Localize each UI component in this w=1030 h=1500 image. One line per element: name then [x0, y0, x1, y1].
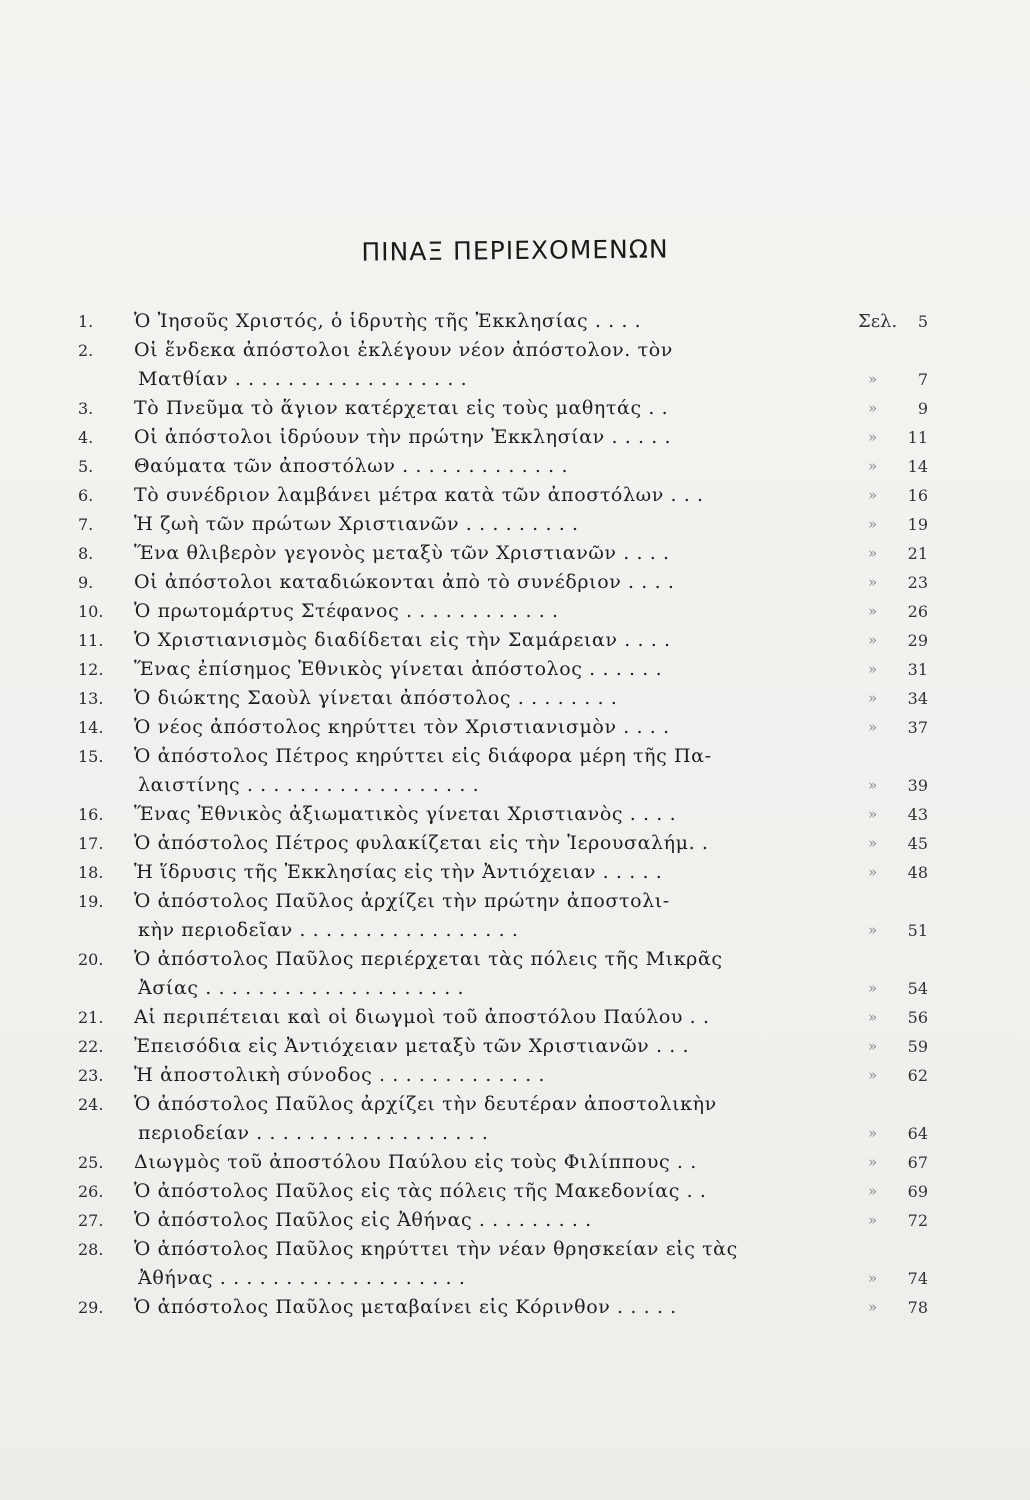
ditto-mark: »	[868, 428, 878, 446]
page-number: 51	[907, 921, 928, 940]
toc-line	[78, 655, 938, 684]
entry-title: λαιστίνης . . . . . . . . . . . . . . . . . .	[138, 774, 480, 796]
entry-title: Διωγμὸς τοῦ ἀποστόλου Παύλου εἰς τοὺς Φιλίππους . .	[134, 1151, 697, 1173]
entry-title: Οἱ ἕνδεκα ἀπόστολοι ἐκλέγουν νέον ἀπόστολον. τὸν	[134, 339, 673, 361]
toc-line	[78, 510, 938, 539]
entry-title: Ἡ ζωὴ τῶν πρώτων Χριστιανῶν . . . . . . . . .	[134, 513, 579, 535]
entry-number: 24.	[78, 1095, 104, 1114]
entry-title: Ἀθήνας . . . . . . . . . . . . . . . . . . .	[138, 1267, 466, 1289]
entry-number: 10.	[78, 602, 104, 621]
ditto-mark: »	[868, 921, 878, 939]
entry-title: Ματθίαν . . . . . . . . . . . . . . . . . .	[138, 368, 468, 390]
page-number: 39	[907, 776, 928, 795]
entry-title: Ὁ Ἰησοῦς Χριστός, ὁ ἱδρυτὴς τῆς Ἐκκλησίας . . . .	[134, 310, 642, 332]
entry-number: 7.	[78, 515, 94, 534]
entry-title: Ἕνας Ἐθνικὸς ἀξιωματικὸς γίνεται Χριστιανὸς . . . .	[134, 803, 677, 825]
entry-title: Τὸ συνέδριον λαμβάνει μέτρα κατὰ τῶν ἀποστόλων . . .	[134, 484, 704, 506]
toc-line	[78, 1206, 938, 1235]
entry-title: Ὁ ἀπόστολος Πέτρος φυλακίζεται εἰς τὴν Ἱερουσαλήμ. .	[134, 832, 709, 854]
page-title: ΠΙΝΑΞ ΠΕΡΙΕΧΟΜΕΝΩΝ	[361, 234, 669, 267]
page-number: 67	[907, 1153, 928, 1172]
toc-line	[78, 800, 938, 829]
entry-title: Ὁ ἀπόστολος Παῦλος εἰς τὰς πόλεις τῆς Μακεδονίας . .	[134, 1180, 707, 1202]
entry-number: 19.	[78, 892, 104, 911]
ditto-mark: »	[868, 544, 878, 562]
page-number: 59	[907, 1037, 928, 1056]
toc-line	[78, 365, 938, 394]
entry-title: Ὁ διώκτης Σαοὺλ γίνεται ἀπόστολος . . . . . . . .	[134, 687, 618, 709]
page-number: 5	[917, 312, 928, 331]
entry-title: Ἀσίας . . . . . . . . . . . . . . . . . . . .	[138, 977, 465, 999]
toc-line	[78, 1235, 938, 1264]
entry-number: 15.	[78, 747, 104, 766]
entry-number: 6.	[78, 486, 94, 505]
toc-line	[78, 452, 938, 481]
entry-title: Ὁ ἀπόστολος Παῦλος μεταβαίνει εἰς Κόρινθον . . . . .	[134, 1296, 677, 1318]
ditto-mark: »	[868, 631, 878, 649]
ditto-mark: »	[868, 776, 878, 794]
toc-line	[78, 626, 938, 655]
entry-title: Ὁ ἀπόστολος Παῦλος περιέρχεται τὰς πόλεις τῆς Μικρᾶς	[134, 948, 723, 970]
toc-line	[78, 423, 938, 452]
ditto-mark: »	[868, 1182, 878, 1200]
entry-title: Ὁ ἀπόστολος Παῦλος ἀρχίζει τὴν δευτέραν ἀποστολικὴν	[134, 1093, 717, 1115]
entry-number: 21.	[78, 1008, 104, 1027]
entry-title: Ἡ ἀποστολικὴ σύνοδος . . . . . . . . . . . . .	[134, 1064, 546, 1086]
entry-number: 11.	[78, 631, 104, 650]
ditto-mark: »	[868, 602, 878, 620]
ditto-mark: »	[868, 370, 878, 388]
entry-title: κὴν περιοδεῖαν . . . . . . . . . . . . . . . . .	[138, 919, 519, 941]
toc-line	[78, 916, 938, 945]
page-number: 56	[907, 1008, 928, 1027]
entry-title: Ὁ ἀπόστολος Πέτρος κηρύττει εἰς διάφορα μέρη τῆς Πα-	[134, 745, 712, 767]
page-number: 54	[907, 979, 928, 998]
page-number: 78	[907, 1298, 928, 1317]
entry-number: 18.	[78, 863, 104, 882]
ditto-mark: »	[868, 1298, 878, 1316]
toc-line	[78, 684, 938, 713]
entry-title: Ἡ ἵδρυσις τῆς Ἐκκλησίας εἰς τὴν Ἀντιόχειαν . . . . .	[134, 861, 663, 883]
entry-number: 5.	[78, 457, 94, 476]
ditto-mark: »	[868, 486, 878, 504]
entry-number: 3.	[78, 399, 94, 418]
toc-line	[78, 1061, 938, 1090]
ditto-mark: »	[868, 1008, 878, 1026]
ditto-mark: »	[868, 863, 878, 881]
ditto-mark: »	[868, 457, 878, 475]
table-of-contents	[78, 307, 938, 1322]
page-number: 19	[907, 515, 928, 534]
toc-line	[78, 1293, 938, 1322]
entry-title: Ὁ ἀπόστολος Παῦλος ἀρχίζει τὴν πρώτην ἀποστολι-	[134, 890, 670, 912]
toc-line	[78, 1264, 938, 1293]
entry-number: 20.	[78, 950, 104, 969]
entry-number: 9.	[78, 573, 94, 592]
toc-line	[78, 1032, 938, 1061]
page-number: 9	[917, 399, 928, 418]
page-number: 29	[907, 631, 928, 650]
toc-line	[78, 713, 938, 742]
entry-title: Τὸ Πνεῦμα τὸ ἅγιον κατέρχεται εἰς τοὺς μαθητάς . .	[134, 397, 669, 419]
toc-line	[78, 1090, 938, 1119]
ditto-mark: »	[868, 805, 878, 823]
toc-line	[78, 974, 938, 1003]
page-number: 21	[907, 544, 928, 563]
entry-title: Αἱ περιπέτειαι καὶ οἱ διωγμοὶ τοῦ ἀποστόλου Παύλου . .	[134, 1006, 710, 1028]
entry-number: 16.	[78, 805, 104, 824]
page-number: 14	[907, 457, 928, 476]
ditto-mark: »	[868, 515, 878, 533]
toc-line	[78, 829, 938, 858]
toc-line	[78, 1003, 938, 1032]
toc-line	[78, 336, 938, 365]
entry-title: Θαύματα τῶν ἀποστόλων . . . . . . . . . . . . .	[134, 455, 569, 477]
toc-line	[78, 539, 938, 568]
toc-line	[78, 568, 938, 597]
entry-title: Ὁ νέος ἀπόστολος κηρύττει τὸν Χριστιανισμὸν . . . .	[134, 716, 670, 738]
page-number: 7	[917, 370, 928, 389]
page-number: 26	[907, 602, 928, 621]
entry-number: 17.	[78, 834, 104, 853]
ditto-mark: »	[868, 834, 878, 852]
ditto-mark: »	[868, 1269, 878, 1287]
toc-line	[78, 1177, 938, 1206]
page-number: 62	[907, 1066, 928, 1085]
entry-title: Ἕνας ἐπίσημος Ἐθνικὸς γίνεται ἀπόστολος . . . . . .	[134, 658, 663, 680]
ditto-mark: »	[868, 1153, 878, 1171]
toc-line	[78, 1119, 938, 1148]
entry-title: περιοδείαν . . . . . . . . . . . . . . . . . .	[138, 1122, 489, 1144]
entry-title: Ὁ ἀπόστολος Παῦλος εἰς Ἀθήνας . . . . . . . . .	[134, 1209, 592, 1231]
page-number: 64	[907, 1124, 928, 1143]
page-number: 45	[907, 834, 928, 853]
ditto-mark: »	[868, 689, 878, 707]
ditto-mark: »	[868, 660, 878, 678]
page-number: 23	[907, 573, 928, 592]
entry-number: 26.	[78, 1182, 104, 1201]
toc-line	[78, 771, 938, 800]
ditto-mark: »	[868, 1037, 878, 1055]
ditto-mark: »	[868, 1211, 878, 1229]
page-number: 48	[907, 863, 928, 882]
entry-title: Ἕνα θλιβερὸν γεγονὸς μεταξὺ τῶν Χριστιανῶν . . . .	[134, 542, 670, 564]
entry-number: 23.	[78, 1066, 104, 1085]
entry-number: 4.	[78, 428, 94, 447]
entry-title: Οἱ ἀπόστολοι καταδιώκονται ἀπὸ τὸ συνέδριον . . . .	[134, 571, 675, 593]
toc-line	[78, 858, 938, 887]
page-number: 31	[907, 660, 928, 679]
ditto-mark: »	[868, 1066, 878, 1084]
toc-line	[78, 742, 938, 771]
entry-number: 22.	[78, 1037, 104, 1056]
toc-line	[78, 307, 938, 336]
entry-number: 28.	[78, 1240, 104, 1259]
page-number: 11	[907, 428, 928, 447]
entry-number: 1.	[78, 312, 94, 331]
page-number: 37	[907, 718, 928, 737]
entry-number: 14.	[78, 718, 104, 737]
entry-number: 27.	[78, 1211, 104, 1230]
page-number: 34	[907, 689, 928, 708]
page-number: 74	[907, 1269, 928, 1288]
ditto-mark: »	[868, 399, 878, 417]
toc-line	[78, 1148, 938, 1177]
entry-number: 12.	[78, 660, 104, 679]
page-number: 69	[907, 1182, 928, 1201]
toc-line	[78, 945, 938, 974]
page-number: 16	[907, 486, 928, 505]
entry-title: Ὁ πρωτομάρτυς Στέφανος . . . . . . . . . . . .	[134, 600, 559, 622]
toc-line	[78, 597, 938, 626]
ditto-mark: »	[868, 718, 878, 736]
ditto-mark: »	[868, 573, 878, 591]
ditto-mark: »	[868, 1124, 878, 1142]
page-number: 43	[907, 805, 928, 824]
entry-title: Οἱ ἀπόστολοι ἱδρύουν τὴν πρώτην Ἐκκλησίαν . . . . .	[134, 426, 672, 448]
entry-number: 25.	[78, 1153, 104, 1172]
entry-number: 8.	[78, 544, 94, 563]
page-number: 72	[907, 1211, 928, 1230]
entry-title: Ὁ ἀπόστολος Παῦλος κηρύττει τὴν νέαν θρησκείαν εἰς τὰς	[134, 1238, 738, 1260]
entry-number: 13.	[78, 689, 104, 708]
toc-line	[78, 394, 938, 423]
entry-number: 2.	[78, 341, 94, 360]
entry-title: Ἐπεισόδια εἰς Ἀντιόχειαν μεταξὺ τῶν Χριστιανῶν . . .	[134, 1035, 690, 1057]
ditto-mark: »	[868, 979, 878, 997]
sel-label: Σελ.	[858, 311, 898, 332]
entry-title: Ὁ Χριστιανισμὸς διαδίδεται εἰς τὴν Σαμάρειαν . . . .	[134, 629, 671, 651]
toc-line	[78, 481, 938, 510]
toc-line	[78, 887, 938, 916]
entry-number: 29.	[78, 1298, 104, 1317]
